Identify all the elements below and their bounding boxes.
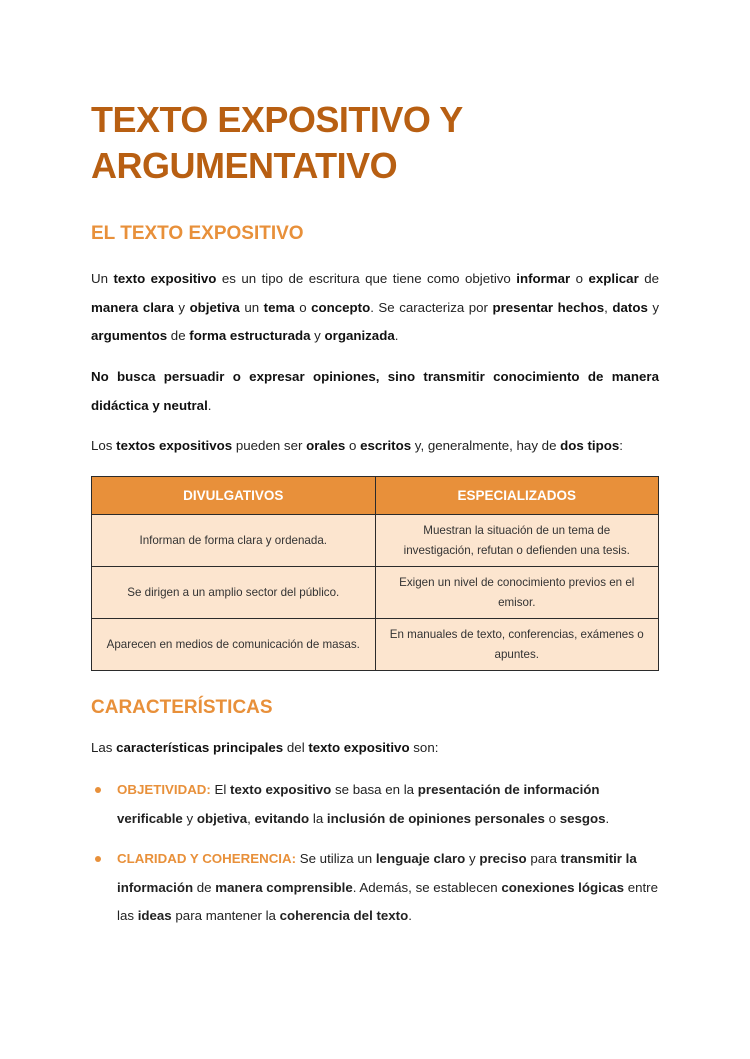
bullet-dot-icon: [95, 856, 101, 862]
characteristics-list: [91, 776, 659, 943]
intro-paragraph: Un texto expositivo es un tipo de escritura que tiene como objetivo informar o explicar de manera clara y objetiva un tema o concepto. Se caracteriza por presentar hechos, datos y argumentos de forma estructurada y organizada.: [91, 271, 660, 343]
table-cell: En manuales de texto, conferencias, exámenes o apuntes.: [375, 619, 659, 671]
table-header-especializados: ESPECIALIZADOS: [375, 477, 659, 515]
table-cell: Se dirigen a un amplio sector del público.: [92, 567, 376, 619]
item-label: OBJETIVIDAD:: [117, 782, 211, 797]
list-item: [91, 845, 659, 931]
types-table: [91, 476, 659, 671]
table-cell: Aparecen en medios de comunicación de masas.: [92, 619, 376, 671]
purpose-paragraph: No busca persuadir o expresar opiniones, sino transmitir conocimiento de manera didáctica y neutral.: [91, 369, 659, 413]
list-item: [91, 776, 659, 833]
characteristics-intro: Las características principales del texto expositivo son:: [91, 740, 439, 755]
table-row: [92, 515, 659, 567]
table-row: [92, 619, 659, 671]
item-text: Se utiliza un lenguaje claro y preciso para transmitir la información de manera comprensible. Además, se establecen conexiones lógicas entre las ideas para mantener la coherencia del texto.: [117, 851, 659, 923]
table-header-divulgativos: DIVULGATIVOS: [92, 477, 376, 515]
item-label: CLARIDAD Y COHERENCIA:: [117, 851, 297, 866]
table-header-row: [92, 477, 659, 515]
table-cell: Exigen un nivel de conocimiento previos en el emisor.: [375, 567, 659, 619]
section-heading-expositivo: EL TEXTO EXPOSITIVO: [91, 223, 304, 244]
table-cell: Informan de forma clara y ordenada.: [92, 515, 376, 567]
document-title: TEXTO EXPOSITIVO Y ARGUMENTATIVO: [91, 99, 463, 186]
bullet-dot-icon: [95, 787, 101, 793]
types-paragraph: Los textos expositivos pueden ser orales o escritos y, generalmente, hay de dos tipos:: [91, 438, 623, 453]
item-text: El texto expositivo se basa en la presentación de información verificable y objetiva, evitando la inclusión de opiniones personales o sesgos.: [117, 782, 610, 826]
table-row: [92, 567, 659, 619]
table-cell: Muestran la situación de un tema de investigación, refutan o defienden una tesis.: [375, 515, 659, 567]
section-heading-caracteristicas: CARACTERÍSTICAS: [91, 697, 273, 718]
